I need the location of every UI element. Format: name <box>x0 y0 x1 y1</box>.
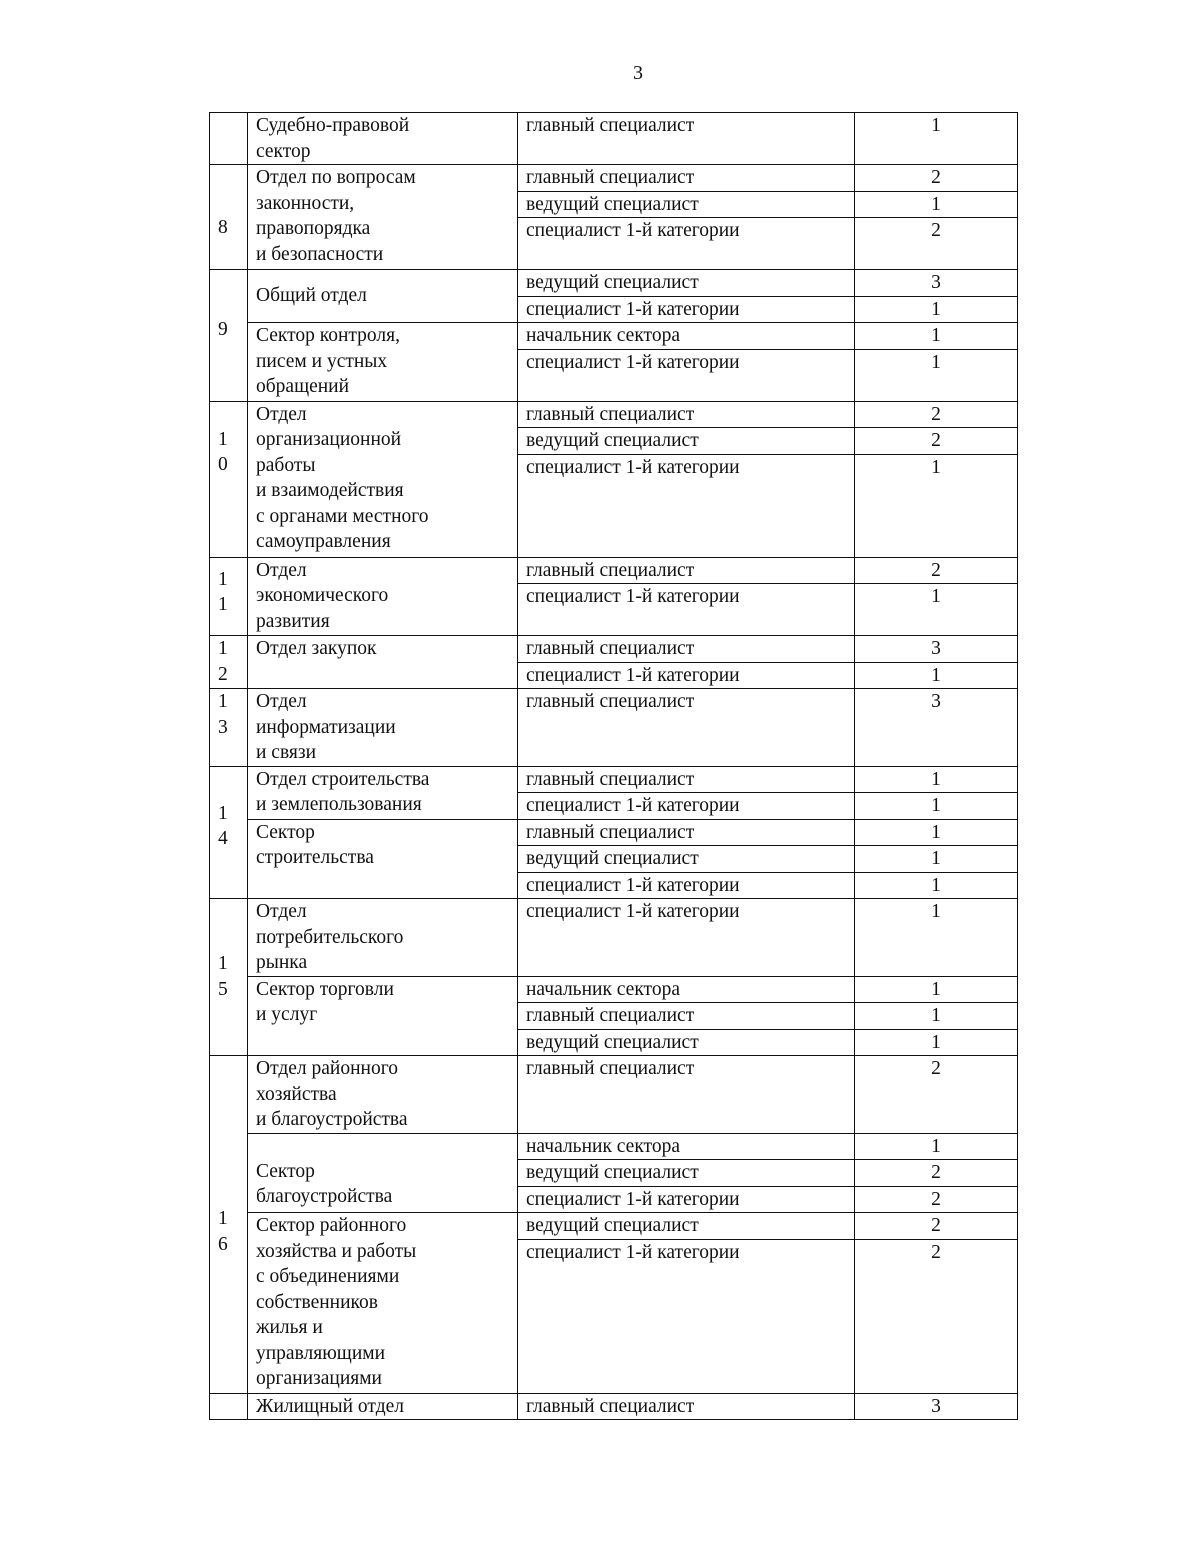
department-name <box>248 976 518 1056</box>
position-count: 2 <box>855 1239 1018 1393</box>
position-title: специалист 1-й категории <box>518 349 855 401</box>
department-name-line: и землепользования <box>256 794 422 815</box>
position-title: специалист 1-й категории <box>518 662 855 689</box>
group-number-digit: 1 <box>218 638 228 659</box>
table-row <box>210 401 1018 428</box>
table-row <box>210 976 1018 1003</box>
department-name-line: Судебно-правовой <box>256 115 410 136</box>
position-count: 2 <box>855 401 1018 428</box>
group-number <box>210 165 248 270</box>
position-count: 2 <box>855 428 1018 455</box>
position-count: 2 <box>855 1160 1018 1187</box>
department-name-line: хозяйства и работы <box>256 1240 417 1262</box>
department-name-line: и услуг <box>256 1004 318 1025</box>
department-name-line: управляющими <box>256 1342 386 1364</box>
group-number-digit: 1 <box>218 1208 228 1229</box>
department-name-line: Отдел строительства <box>256 768 430 790</box>
department-name-line: Общий отдел <box>256 285 367 306</box>
position-title: специалист 1-й категории <box>518 899 855 977</box>
group-number <box>210 636 248 689</box>
position-count: 2 <box>855 557 1018 584</box>
position-title: ведущий специалист <box>518 191 855 218</box>
department-name-line: и благоустройства <box>256 1109 408 1130</box>
department-name-line: писем и устных <box>256 350 388 372</box>
department-name <box>248 689 518 767</box>
position-title: главный специалист <box>518 113 855 165</box>
position-title: главный специалист <box>518 1393 855 1420</box>
position-title: специалист 1-й категории <box>518 793 855 820</box>
department-name <box>248 1056 518 1134</box>
position-count: 1 <box>855 872 1018 899</box>
department-name <box>248 165 518 270</box>
position-count: 1 <box>855 899 1018 977</box>
department-name-line: информатизации <box>256 716 396 738</box>
department-name-line: правопорядка <box>256 218 371 239</box>
position-count: 1 <box>855 766 1018 793</box>
table-row <box>210 113 1018 165</box>
group-number-digit: 1 <box>218 691 228 712</box>
position-title: специалист 1-й категории <box>518 1186 855 1213</box>
table-row <box>210 636 1018 663</box>
position-title: начальник сектора <box>518 1133 855 1160</box>
position-count: 1 <box>855 1133 1018 1160</box>
department-name-line: развития <box>256 610 330 632</box>
table-row <box>210 1133 1018 1160</box>
group-number <box>210 899 248 1056</box>
position-title: ведущий специалист <box>518 270 855 297</box>
position-count: 1 <box>855 1003 1018 1030</box>
table-row <box>210 270 1018 297</box>
department-name <box>248 113 518 165</box>
department-name <box>248 766 518 819</box>
department-name <box>248 270 518 323</box>
department-name-line: жилья и <box>256 1317 323 1338</box>
group-number-digit: 5 <box>218 978 228 1000</box>
department-name-line: сектор <box>256 140 311 162</box>
group-number-digit: 1 <box>218 594 228 615</box>
position-count: 1 <box>855 454 1018 557</box>
position-title: ведущий специалист <box>518 1213 855 1240</box>
position-title: специалист 1-й категории <box>518 872 855 899</box>
department-name <box>248 1133 518 1213</box>
group-number <box>210 1393 248 1420</box>
position-count: 2 <box>855 165 1018 192</box>
department-name <box>248 636 518 689</box>
department-name-line: Отдел <box>256 559 307 581</box>
group-number-digit: 1 <box>218 568 228 590</box>
position-count: 3 <box>855 270 1018 297</box>
position-count: 1 <box>855 662 1018 689</box>
department-name-line: Отдел районного <box>256 1058 399 1079</box>
position-count: 1 <box>855 584 1018 636</box>
position-title: главный специалист <box>518 1056 855 1134</box>
department-name-line: Сектор <box>256 1160 315 1182</box>
position-title: главный специалист <box>518 766 855 793</box>
department-name-line: и безопасности <box>256 243 384 265</box>
position-count: 1 <box>855 819 1018 846</box>
department-name-line: законности, <box>256 192 355 214</box>
department-name-line: Сектор <box>256 821 315 843</box>
department-name-line: Сектор торговли <box>256 978 394 1000</box>
group-number-digit: 1 <box>218 802 228 824</box>
department-name-line: и взаимодействия <box>256 480 404 501</box>
department-name-line: строительства <box>256 847 374 868</box>
position-title: главный специалист <box>518 689 855 767</box>
position-title: специалист 1-й категории <box>518 454 855 557</box>
position-title: ведущий специалист <box>518 1029 855 1056</box>
table-row <box>210 1393 1018 1420</box>
position-count: 1 <box>855 349 1018 401</box>
position-count: 3 <box>855 1393 1018 1420</box>
table-row <box>210 1056 1018 1134</box>
department-name <box>248 819 518 899</box>
position-count: 1 <box>855 793 1018 820</box>
position-title: главный специалист <box>518 636 855 663</box>
group-number-digit: 0 <box>218 454 228 475</box>
department-name-line: Отдел закупок <box>256 638 377 659</box>
group-number <box>210 113 248 165</box>
department-name <box>248 323 518 402</box>
department-name <box>248 899 518 977</box>
department-name-line: работы <box>256 454 316 476</box>
position-title: ведущий специалист <box>518 428 855 455</box>
position-title: главный специалист <box>518 557 855 584</box>
position-count: 2 <box>855 218 1018 270</box>
position-count: 1 <box>855 846 1018 873</box>
position-count: 3 <box>855 636 1018 663</box>
group-number-digit: 4 <box>218 828 228 849</box>
position-title: ведущий специалист <box>518 1160 855 1187</box>
position-title: главный специалист <box>518 165 855 192</box>
department-name-line: обращений <box>256 376 350 397</box>
group-number-digit: 2 <box>218 663 228 685</box>
position-title: главный специалист <box>518 819 855 846</box>
position-title: специалист 1-й категории <box>518 1239 855 1393</box>
department-name <box>248 557 518 636</box>
group-number-digit: 8 <box>218 217 228 238</box>
table-row <box>210 557 1018 584</box>
table-row <box>210 899 1018 977</box>
position-count: 1 <box>855 113 1018 165</box>
department-name-line: рынка <box>256 952 308 973</box>
group-number-digit: 6 <box>218 1233 228 1255</box>
table-row <box>210 766 1018 793</box>
position-count: 1 <box>855 323 1018 350</box>
department-name <box>248 401 518 557</box>
table-row <box>210 165 1018 192</box>
department-name-line: с органами местного <box>256 505 429 527</box>
table-row <box>210 1213 1018 1240</box>
group-number-digit: 3 <box>218 716 228 738</box>
group-number-digit: 1 <box>218 428 228 450</box>
department-name-line: организациями <box>256 1368 382 1389</box>
position-count: 2 <box>855 1213 1018 1240</box>
department-name-line: и связи <box>256 742 317 763</box>
position-title: ведущий специалист <box>518 846 855 873</box>
group-number <box>210 401 248 557</box>
group-number-digit: 1 <box>218 953 228 974</box>
position-title: специалист 1-й категории <box>518 296 855 323</box>
department-name-line: экономического <box>256 585 389 606</box>
group-number <box>210 557 248 636</box>
position-title: главный специалист <box>518 1003 855 1030</box>
page-number: 3 <box>633 62 643 84</box>
position-count: 1 <box>855 191 1018 218</box>
position-title: специалист 1-й категории <box>518 584 855 636</box>
position-count: 2 <box>855 1056 1018 1134</box>
table-row <box>210 689 1018 767</box>
department-name-line: собственников <box>256 1291 378 1313</box>
group-number-digit: 9 <box>218 319 228 340</box>
department-name-line: Отдел <box>256 901 307 922</box>
group-number <box>210 689 248 767</box>
group-number <box>210 1056 248 1394</box>
table-row <box>210 323 1018 350</box>
position-count: 1 <box>855 976 1018 1003</box>
department-name-line: потребительского <box>256 926 404 948</box>
position-title: начальник сектора <box>518 976 855 1003</box>
position-count: 1 <box>855 296 1018 323</box>
department-name-line: благоустройства <box>256 1186 393 1207</box>
department-name-line: организационной <box>256 429 402 450</box>
department-name-line: Отдел <box>256 403 307 425</box>
department-name <box>248 1213 518 1394</box>
department-name-line: самоуправления <box>256 531 391 552</box>
group-number <box>210 766 248 899</box>
position-title: начальник сектора <box>518 323 855 350</box>
position-count: 2 <box>855 1186 1018 1213</box>
position-count: 3 <box>855 689 1018 767</box>
department-name-line: с объединениями <box>256 1266 400 1287</box>
position-title: специалист 1-й категории <box>518 218 855 270</box>
department-name-line: хозяйства <box>256 1083 337 1105</box>
department-name-line: Сектор контроля, <box>256 325 401 346</box>
group-number <box>210 270 248 402</box>
staff-table <box>209 112 1018 1420</box>
table-row <box>210 819 1018 846</box>
department-name <box>248 1393 518 1420</box>
department-name-line: Жилищный отдел <box>256 1395 405 1417</box>
position-count: 1 <box>855 1029 1018 1056</box>
position-title: главный специалист <box>518 401 855 428</box>
department-name-line: Отдел <box>256 691 307 712</box>
department-name-line: Отдел по вопросам <box>256 167 416 188</box>
department-name-line: Сектор районного <box>256 1215 407 1236</box>
